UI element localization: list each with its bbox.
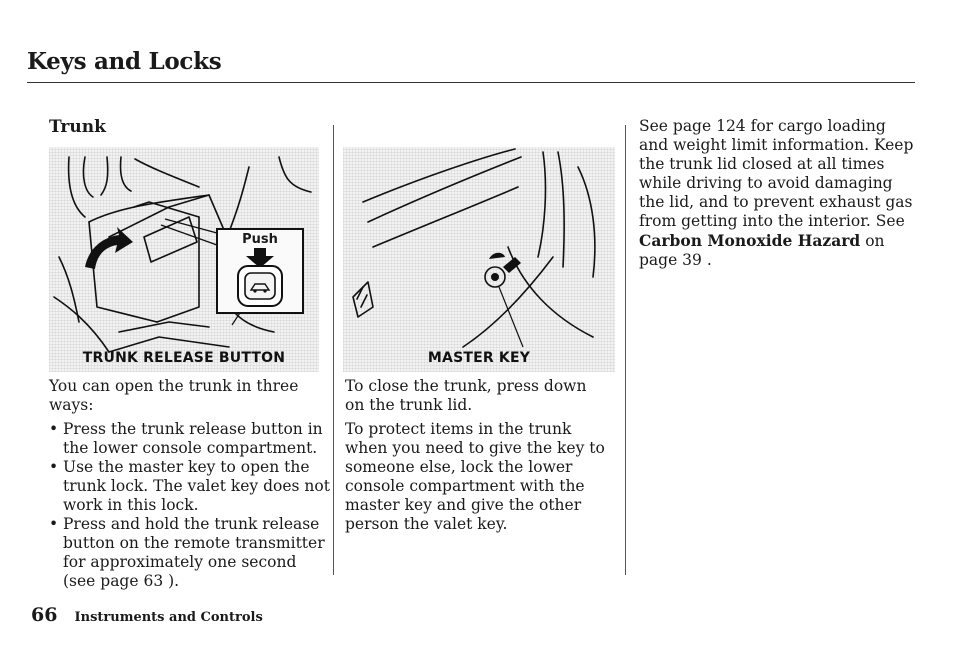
intro-paragraph: You can open the trunk in three ways: [49, 377, 299, 414]
trunk-release-label: TRUNK RELEASE BUTTON [82, 350, 286, 366]
release-button-icon [218, 246, 302, 312]
footer-section-title: Instruments and Controls [74, 610, 263, 625]
page-footer [31, 604, 263, 626]
intro-text [49, 377, 324, 415]
cargo-text-end: on page 39 . [639, 232, 885, 269]
cargo-paragraph [639, 117, 915, 270]
open-methods-list [49, 420, 331, 591]
close-trunk-paragraph: To close the trunk, press down on the trunk lid. [345, 377, 587, 414]
page-number: 66 [31, 604, 58, 626]
trunk-lock-illustration [343, 147, 615, 372]
page-title: Keys and Locks [27, 48, 222, 75]
column-divider-1 [333, 125, 334, 575]
protect-items-paragraph: To protect items in the trunk when you need to give the key to someone else, lock the lower console compartment with the master key and give the other person the valet key. [345, 420, 605, 533]
carbon-monoxide-term: Carbon Monoxide Hazard [639, 231, 861, 250]
list-item: • Use the master key to open the trunk lock. The valet key does not work in this lock. [49, 458, 331, 515]
master-key-figure [343, 147, 615, 372]
cargo-text: See page 124 for cargo loading and weight limit information. Keep the trunk lid closed at all times while driving to avoid damaging the lid, and to prevent exhaust gas from getting into the interior. See [639, 117, 914, 230]
column-divider-2 [625, 125, 626, 575]
section-title: Trunk [49, 117, 106, 137]
header-rule [27, 82, 915, 83]
master-key-label: MASTER KEY [427, 350, 531, 366]
push-label: Push [242, 232, 278, 247]
list-item: • Press and hold the trunk release button on the remote transmitter for approximately one second (see page 63 ). [49, 515, 331, 591]
push-button-callout [216, 228, 304, 314]
list-item: • Press the trunk release button in the lower console compartment. [49, 420, 331, 458]
